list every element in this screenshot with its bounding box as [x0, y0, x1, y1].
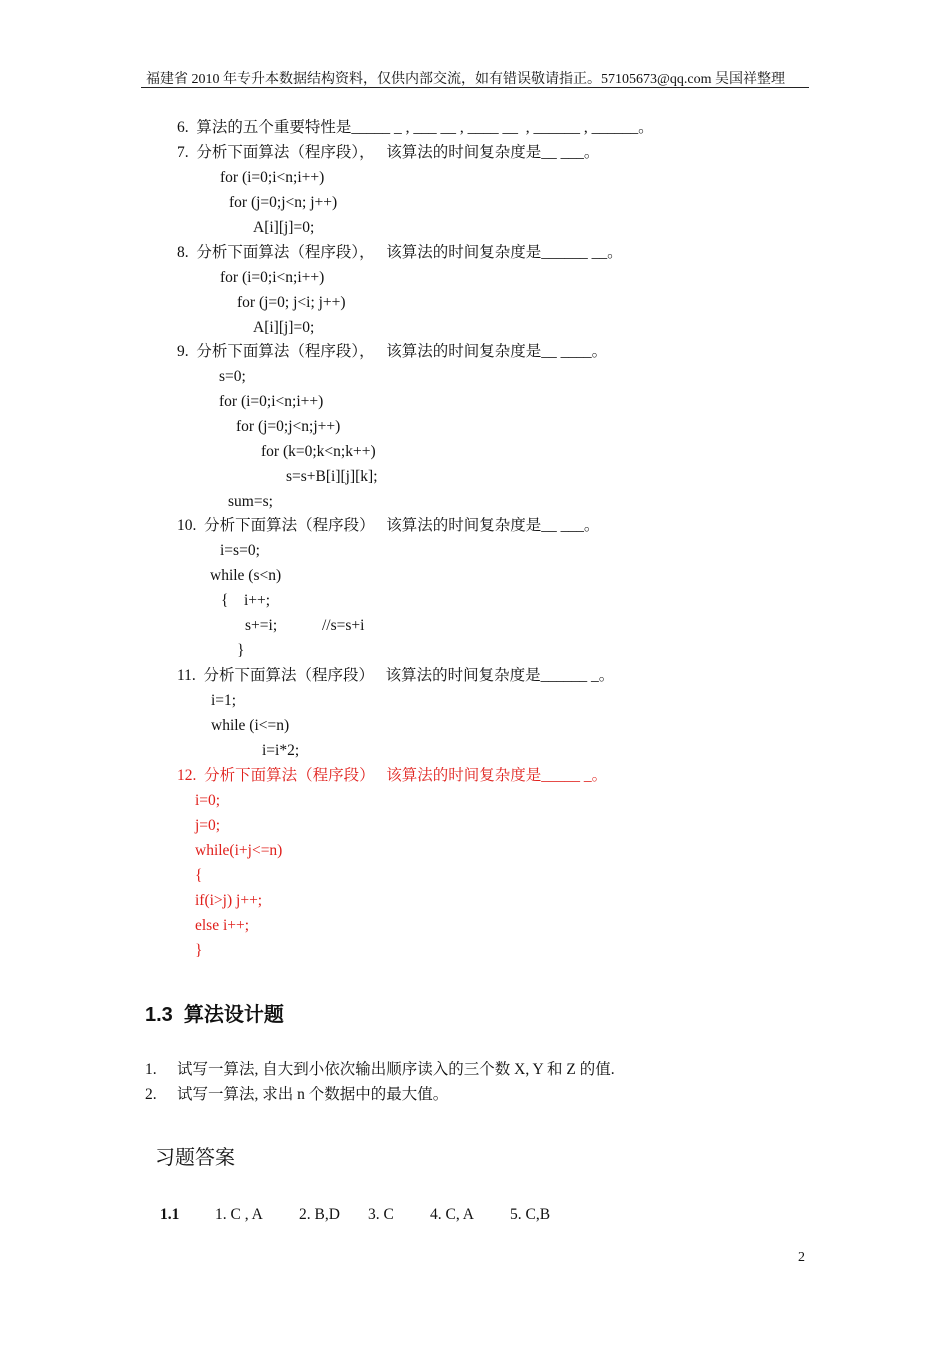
page-number: 2 [798, 1250, 805, 1265]
question-8-title: 8. 分析下面算法（程序段）， 该算法的时间复杂度是______ __。 [177, 244, 623, 261]
answer-item: 3. C [368, 1206, 394, 1223]
code-line: else i++; [195, 917, 250, 934]
answer-item: 4. C, A [430, 1206, 474, 1223]
code-line: for (j=0;j<n;j++) [236, 418, 341, 435]
answers-label: 1.1 [160, 1206, 180, 1223]
answers-heading: 习题答案 [155, 1147, 235, 1169]
code-line: A[i][j]=0; [253, 319, 315, 336]
page-header: 福建省 2010 年专升本数据结构资料，仅供内部交流，如有错误敬请指正。57105673@qq.com 吴国祥整理 [146, 72, 785, 87]
code-line: A[i][j]=0; [253, 219, 315, 236]
code-line: if(i>j) j++; [195, 892, 263, 909]
answer-item: 5. C,B [510, 1206, 551, 1223]
code-line: i=i*2; [262, 742, 300, 759]
code-line: while(i+j<=n) [195, 842, 283, 859]
code-comment: //s=s+i [322, 617, 365, 634]
question-11-title: 11. 分析下面算法（程序段） 该算法的时间复杂度是______ _。 [177, 667, 615, 684]
header-divider [141, 87, 809, 88]
list-item-number: 1. [145, 1061, 157, 1078]
code-line: { [195, 867, 203, 884]
code-line: s+=i; [245, 617, 278, 634]
answer-item: 1. C , A [215, 1206, 263, 1223]
code-line: } [237, 642, 245, 659]
code-line: i=1; [211, 692, 237, 709]
code-line: i=s=0; [220, 542, 260, 559]
code-line: } [195, 942, 203, 959]
code-line: while (s<n) [210, 567, 282, 584]
code-line: for (i=0;i<n;i++) [219, 393, 324, 410]
code-line: for (j=0;j<n; j++) [229, 194, 338, 211]
question-12-title: 12. 分析下面算法（程序段） 该算法的时间复杂度是_____ _。 [177, 767, 608, 784]
list-item-number: 2. [145, 1086, 157, 1103]
section-heading: 1.3 算法设计题 [145, 1004, 284, 1026]
question-6: 6. 算法的五个重要特性是_____ _ , ___ __ , ____ __ , ______ , ______。 [177, 119, 654, 136]
code-line: j=0; [195, 817, 221, 834]
code-line: { i++; [221, 592, 271, 609]
code-line: for (i=0;i<n;i++) [220, 269, 325, 286]
answer-item: 2. B,D [299, 1206, 340, 1223]
list-item-text: 试写一算法, 自大到小依次输出顺序读入的三个数 X, Y 和 Z 的值. [177, 1061, 615, 1078]
code-line: s=s+B[i][j][k]; [286, 468, 378, 485]
question-9-title: 9. 分析下面算法（程序段）， 该算法的时间复杂度是__ ____。 [177, 343, 608, 360]
code-line: while (i<=n) [211, 717, 290, 734]
question-10-title: 10. 分析下面算法（程序段） 该算法的时间复杂度是__ ___。 [177, 517, 600, 534]
code-line: i=0; [195, 792, 221, 809]
code-line: for (k=0;k<n;k++) [261, 443, 376, 460]
code-line: sum=s; [228, 493, 273, 510]
code-line: for (j=0; j<i; j++) [237, 294, 346, 311]
code-line: s=0; [219, 368, 246, 385]
list-item-text: 试写一算法, 求出 n 个数据中的最大值。 [177, 1086, 449, 1103]
code-line: for (i=0;i<n;i++) [220, 169, 325, 186]
question-7-title: 7. 分析下面算法（程序段）， 该算法的时间复杂度是__ ___。 [177, 144, 600, 161]
